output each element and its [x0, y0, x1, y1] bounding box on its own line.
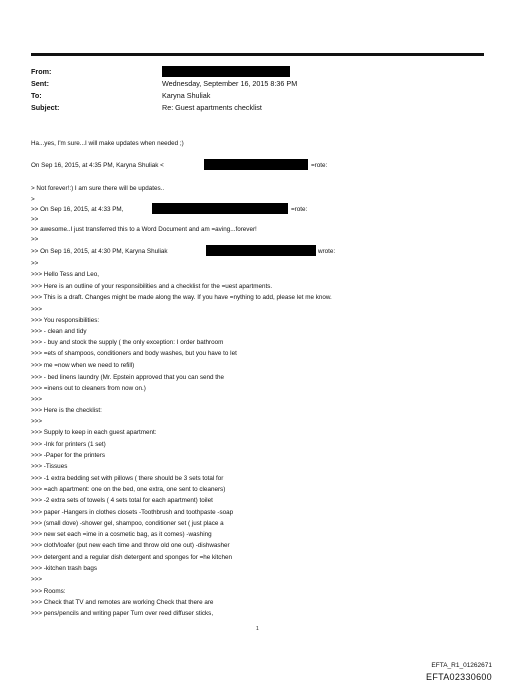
footer-code-2: EFTA02330600: [426, 672, 492, 682]
body-line: >>>: [31, 418, 43, 425]
body-line: >>> Supply to keep in each guest apartment:: [31, 429, 157, 436]
body-line: >>> - buy and stock the supply ( the only exception: I order bathroom: [31, 339, 224, 346]
body-line: >>> -kitchen trash bags: [31, 565, 97, 572]
from-label: From:: [31, 67, 52, 76]
header-rule: [31, 53, 484, 56]
body-line: >>> Check that TV and remotes are working Check that there are: [31, 599, 214, 606]
body-line: >>> (small dove) -shower gel, shampoo, conditioner set ( just place a: [31, 520, 224, 527]
quote-header-2-suffix: =rote:: [291, 206, 308, 213]
body-line: >>> me =now when we need to refill): [31, 362, 135, 369]
body-line: >>> cloth/loafer (put new each time and throw old one out) -dishwasher: [31, 542, 230, 549]
redaction-name-2: [152, 203, 288, 214]
body-line: >> awesome..I just transferred this to a Word Document and am =aving...forever!: [31, 226, 257, 233]
body-line: >>>: [31, 576, 43, 583]
reply-text: Ha...yes, I'm sure...I will make updates when needed ;): [31, 140, 184, 147]
body-line: >>> pens/pencils and writing paper Turn over reed diffuser sticks,: [31, 610, 214, 617]
body-line: >>> - clean and tidy: [31, 328, 87, 335]
subject-label: Subject:: [31, 103, 60, 112]
redaction-from: [162, 66, 290, 77]
body-line: > Not forever!:) I am sure there will be updates..: [31, 185, 165, 192]
to-label: To:: [31, 91, 42, 100]
quote-header-2: >> On Sep 16, 2015, at 4:33 PM,: [31, 206, 124, 213]
redaction-email-1: [204, 159, 308, 170]
body-line: >>> Hello Tess and Leo,: [31, 271, 99, 278]
footer-code-1: EFTA_R1_01262671: [431, 662, 492, 669]
page-number: 1: [256, 626, 259, 632]
body-line: >>>: [31, 396, 43, 403]
body-line: >>> Here is the checklist:: [31, 407, 102, 414]
redaction-email-3: [206, 245, 316, 256]
subject-value: Re: Guest apartments checklist: [162, 103, 262, 112]
body-line: >>> -Ink for printers (1 set): [31, 441, 106, 448]
body-line: >: [31, 196, 35, 203]
body-line: >>> - bed linens laundry (Mr. Epstein approved that you can send the: [31, 374, 225, 381]
body-line: >>> =ets of shampoos, conditioners and body washes, but you have to let: [31, 350, 237, 357]
body-line: >>> Rooms:: [31, 588, 66, 595]
quote-header-3-suffix: wrote:: [318, 248, 336, 255]
body-line: >>> -Paper for the printers: [31, 452, 106, 459]
body-line: >>: [31, 260, 39, 267]
body-line: >>>: [31, 306, 43, 313]
body-line: >>> -1 extra bedding set with pillows ( there should be 3 sets total for: [31, 475, 224, 482]
body-line: >>> Here is an outline of your responsibilities and a checklist for the =uest apartments.: [31, 283, 273, 290]
body-line: >>> new set each =ime in a cosmetic bag, as it comes) -washing: [31, 531, 212, 538]
body-line: >>> -2 extra sets of towels ( 4 sets total for each apartment) toilet: [31, 497, 213, 504]
body-line: >>> =inens out to cleaners from now on.): [31, 385, 146, 392]
body-line: >>> detergent and a regular dish detergent and sponges for =he kitchen: [31, 554, 232, 561]
body-line: >>: [31, 236, 39, 243]
quote-header-1-suffix: =rote:: [311, 162, 328, 169]
to-value: Karyna Shuliak: [162, 91, 211, 100]
body-line: >>> =ach apartment: one on the bed, one extra, one sent to cleaners): [31, 486, 226, 493]
sent-label: Sent:: [31, 79, 49, 88]
body-line: >>> This is a draft. Changes might be made along the way. If you have =nything to add, please let me know.: [31, 294, 332, 301]
quote-header-1: On Sep 16, 2015, at 4:35 PM, Karyna Shuliak <: [31, 162, 164, 169]
body-line: >>> -Tissues: [31, 463, 68, 470]
body-line: >>> paper -Hangers in clothes closets -Toothbrush and toothpaste -soap: [31, 509, 234, 516]
sent-value: Wednesday, September 16, 2015 8:36 PM: [162, 79, 298, 88]
body-line: >>> You responsibilities:: [31, 317, 100, 324]
body-line: >>: [31, 216, 39, 223]
quote-header-3: >> On Sep 16, 2015, at 4:30 PM, Karyna Shuliak: [31, 248, 168, 255]
